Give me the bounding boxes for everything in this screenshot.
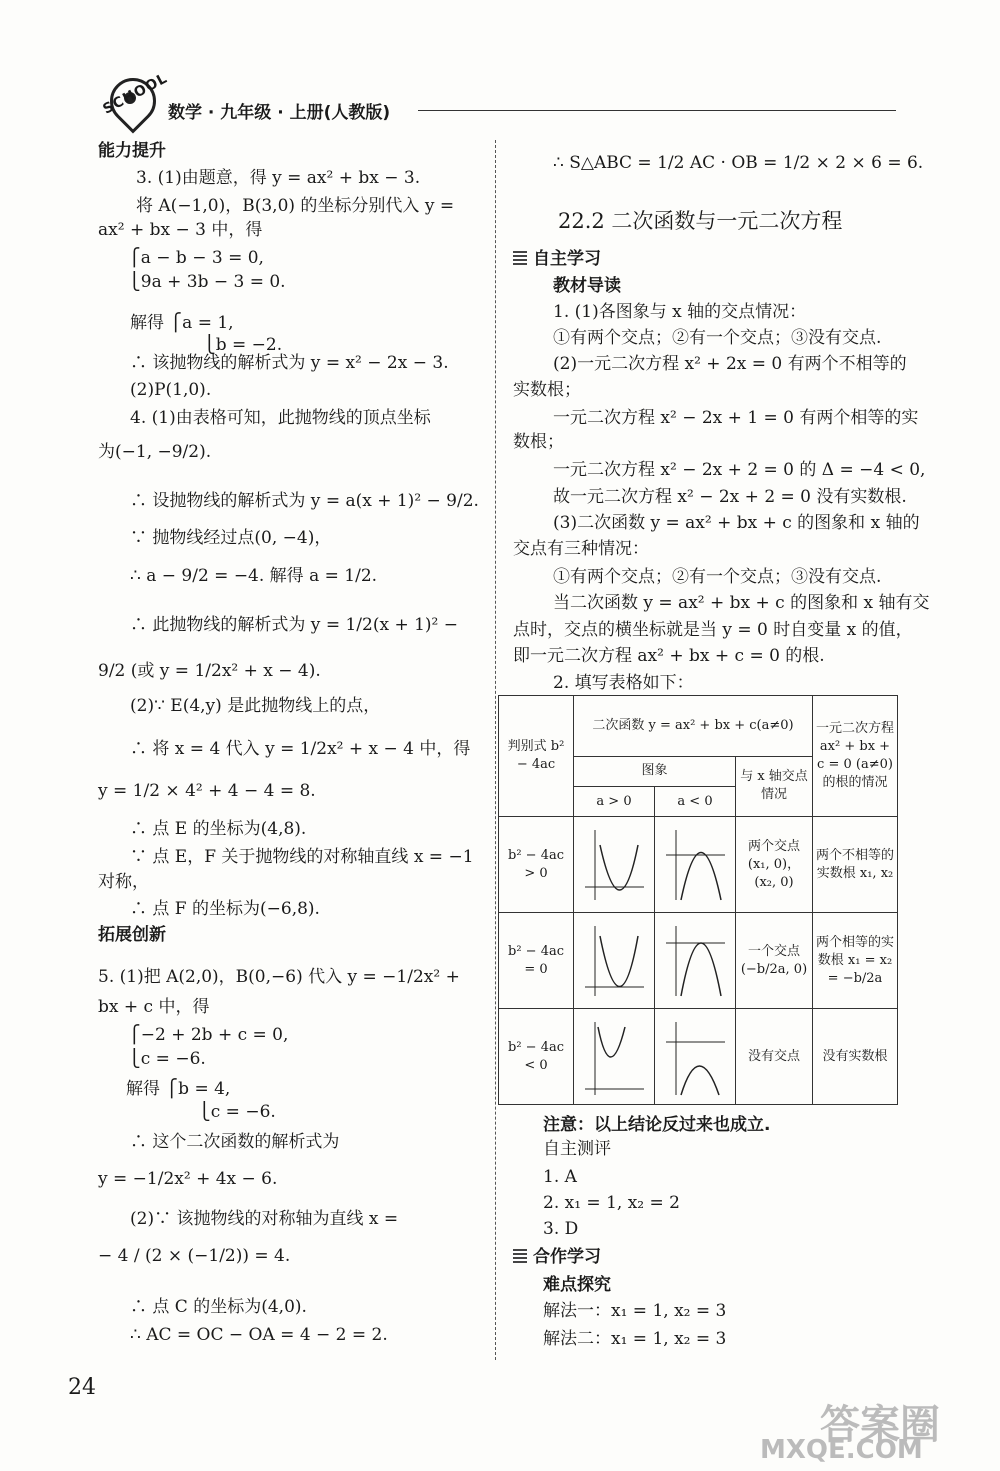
left-col-line: ⎧−2 + 2b + c = 0, (128, 1025, 289, 1045)
right-col-line: 交点有三种情况： (513, 539, 649, 559)
inter-eq0: 一个交点 (−b/2a, 0) (736, 913, 813, 1009)
left-col-line: ⎧a − b − 3 = 0, (128, 248, 264, 268)
section-heading-text: 合作学习 (533, 1247, 601, 1267)
left-col-line: ∴ 此抛物线的解析式为 y = 1/2(x + 1)² − (130, 615, 459, 635)
section-marker-icon (513, 251, 527, 265)
graph-down-one-root (661, 921, 729, 1001)
inter-gt0: 两个交点 (x₁, 0)，(x₂, 0) (736, 817, 813, 913)
watermark: MXQE.COM (760, 1435, 923, 1465)
after-col-line (513, 1246, 601, 1268)
left-col-line: 对称， (98, 872, 149, 892)
right-col-line: 点时，交点的横坐标就是当 y = 0 时自变量 x 的值， (513, 620, 913, 640)
header-title: 数学 · 九年级 · 上册(人教版) (168, 103, 391, 123)
right-col-line: (2)一元二次方程 x² + 2x = 0 有两个不相等的 (553, 354, 907, 374)
discriminant-table (498, 695, 898, 1105)
left-col-line: ∴ 设抛物线的解析式为 y = a(x + 1)² − 9/2. (130, 491, 479, 511)
left-col-line: − 4 / (2 × (−1/2)) = 4. (98, 1246, 291, 1266)
right-col-line: 实数根； (513, 380, 581, 400)
after-col-line: 解法一：x₁ = 1, x₂ = 3 (543, 1301, 727, 1321)
right-col-line: 当二次函数 y = ax² + bx + c 的图象和 x 轴有交 (553, 593, 930, 613)
left-col-line: ⎩c = −6. (128, 1049, 206, 1069)
graph-up-no-root (580, 1017, 648, 1097)
left-col-line: ∴ a − 9/2 = −4. 解得 a = 1/2. (130, 566, 378, 586)
roots-eq0: 两个相等的实数根 x₁ = x₂ = −b/2a (813, 913, 898, 1009)
left-col-line: ∴ 这个二次函数的解析式为 (130, 1132, 340, 1152)
left-col-line: ∴ 点 C 的坐标为(4,0). (130, 1297, 307, 1317)
right-col-line: 一元二次方程 x² − 2x + 2 = 0 的 Δ = −4 < 0, (553, 460, 926, 480)
right-col-line: (3)二次函数 y = ax² + bx + c 的图象和 x 轴的 (553, 513, 920, 533)
left-col-line: 能力提升 (98, 141, 166, 161)
func-header: 二次函数 y = ax² + bx + c(a≠0) (574, 696, 813, 757)
right-col-line: 故一元二次方程 x² − 2x + 2 = 0 没有实数根. (553, 487, 907, 507)
left-col-line: ⎩c = −6. (198, 1102, 276, 1122)
column-divider (495, 140, 496, 1360)
left-col-line: ∴ AC = OC − OA = 4 − 2 = 2. (130, 1325, 388, 1345)
left-col-line: ∵ 点 E，F 关于抛物线的对称轴直线 x = −1 (130, 847, 474, 867)
disc-gt0: b² − 4ac > 0 (499, 817, 574, 913)
left-col-line: bx + c 中，得 (98, 997, 210, 1017)
left-col-line: (2)∵ 该抛物线的对称轴为直线 x = (130, 1209, 399, 1229)
right-col-line: 教材导读 (553, 276, 621, 296)
graph-up-two-roots (580, 825, 648, 905)
header-rule (418, 110, 896, 111)
section-heading-text: 自主学习 (533, 249, 601, 269)
logo-text: SCHOOL (100, 70, 171, 118)
after-col-line: 2. x₁ = 1, x₂ = 2 (543, 1193, 680, 1213)
left-col-line: y = −1/2x² + 4x − 6. (98, 1169, 278, 1189)
inter-lt0: 没有交点 (736, 1009, 813, 1105)
watermark-chinese: 答案圈 (820, 1402, 940, 1448)
after-col-line: 难点探究 (543, 1275, 611, 1295)
left-col-line: ⎩b = −2. (203, 335, 283, 355)
disc-lt0: b² − 4ac < 0 (499, 1009, 574, 1105)
after-col-line: 解法二：x₁ = 1, x₂ = 3 (543, 1329, 727, 1349)
after-col-line: 3. D (543, 1219, 579, 1239)
left-col-line: ∴ 将 x = 4 代入 y = 1/2x² + x − 4 中，得 (130, 739, 471, 759)
roots-lt0: 没有实数根 (813, 1009, 898, 1105)
graph-down-two-roots (661, 825, 729, 905)
disc-header: 判别式 b² − 4ac (499, 696, 574, 817)
left-col-line: 5. (1)把 A(2,0)，B(0,−6) 代入 y = −1/2x² + (98, 967, 460, 987)
area-result: ∴ S△ABC = 1/2 AC · OB = 1/2 × 2 × 6 = 6. (553, 153, 924, 173)
after-col-line: 注意：以上结论反过来也成立. (543, 1115, 771, 1135)
after-col-line: 1. A (543, 1167, 577, 1187)
left-col-line: ∵ 抛物线经过点(0, −4)， (130, 528, 332, 548)
left-col-line: 拓展创新 (98, 925, 166, 945)
left-col-line: y = 1/2 × 4² + 4 − 4 = 8. (98, 781, 316, 801)
left-col-line: ⎩9a + 3b − 3 = 0. (128, 272, 286, 292)
right-col-line: 即一元二次方程 ax² + bx + c = 0 的根. (513, 646, 825, 666)
left-col-line: 3. (1)由题意，得 y = ax² + bx − 3. (136, 168, 421, 188)
left-col-line: 4. (1)由表格可知，此抛物线的顶点坐标 (130, 408, 431, 428)
a-pos-header: a > 0 (574, 786, 655, 816)
left-col-line: 将 A(−1,0)，B(3,0) 的坐标分别代入 y = (136, 196, 455, 216)
disc-eq0: b² − 4ac = 0 (499, 913, 574, 1009)
section-marker-icon (513, 1249, 527, 1263)
left-col-line: 9/2 (或 y = 1/2x² + x − 4). (98, 661, 321, 681)
roots-gt0: 两个不相等的实数根 x₁, x₂ (813, 817, 898, 913)
graph-down-no-root (661, 1017, 729, 1097)
left-col-line: ax² + bx − 3 中，得 (98, 220, 263, 240)
right-col-line: ①有两个交点；②有一个交点；③没有交点. (553, 328, 882, 348)
left-col-line: 为(−1, −9/2). (98, 442, 212, 462)
left-col-line: ∴ 该抛物线的解析式为 y = x² − 2x − 3. (130, 353, 449, 373)
left-col-line: (2)P(1,0). (130, 380, 212, 400)
graph-up-one-root (580, 921, 648, 1001)
right-col-line: ①有两个交点；②有一个交点；③没有交点. (553, 567, 882, 587)
right-col-line: 2. 填写表格如下： (553, 673, 694, 693)
left-col-line: (2)∵ E(4,y) 是此抛物线上的点， (130, 696, 381, 716)
right-col-line: 一元二次方程 x² − 2x + 1 = 0 有两个相等的实 (553, 408, 919, 428)
inter-header: 与 x 轴交点情况 (736, 756, 813, 817)
section-title: 22.2 二次函数与一元二次方程 (558, 209, 843, 233)
right-col-line (513, 248, 601, 270)
page-number: 24 (68, 1375, 96, 1400)
right-col-line: 1. (1)各图象与 x 轴的交点情况： (553, 302, 807, 322)
left-col-line: ∴ 点 E 的坐标为(4,8). (130, 819, 307, 839)
after-col-line: 自主测评 (543, 1139, 611, 1159)
left-col-line: 解得 ⎧b = 4, (126, 1079, 231, 1099)
left-col-line: 解得 ⎧a = 1, (130, 313, 234, 333)
graph-header: 图象 (574, 756, 736, 786)
right-col-line: 数根； (513, 432, 564, 452)
a-neg-header: a < 0 (655, 786, 736, 816)
left-col-line: ∴ 点 F 的坐标为(−6,8). (130, 899, 320, 919)
eq-header: 一元二次方程 ax² + bx + c = 0 (a≠0) 的根的情况 (813, 696, 898, 817)
